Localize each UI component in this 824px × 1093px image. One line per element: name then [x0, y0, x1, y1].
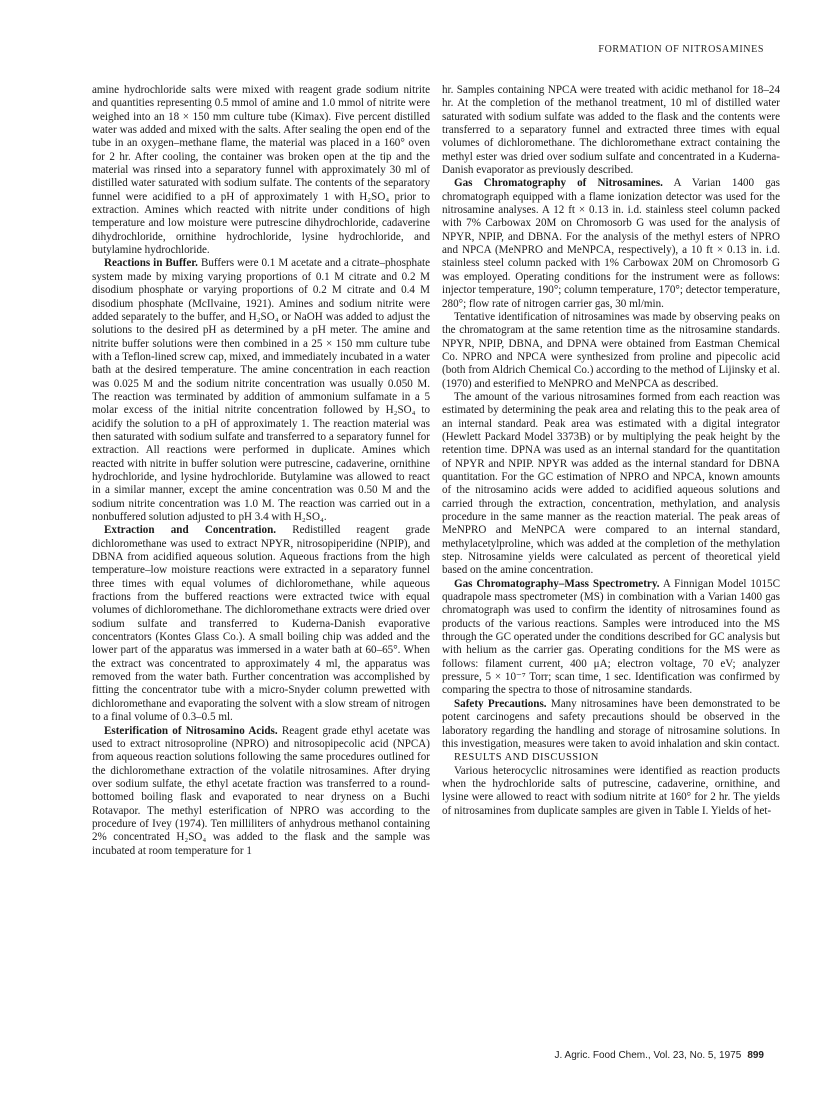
paragraph: [442, 177, 780, 310]
paragraph: [442, 765, 780, 818]
paragraph: [92, 725, 430, 858]
section-heading: Reactions in Buffer.: [104, 257, 198, 270]
section-heading: Safety Precautions.: [454, 697, 547, 710]
paragraph-text: A Finnigan Model 1015C quadrapole mass spectrometer (MS) in combination with a Varian 1400 gas chromatograph was used to confirm the identity of nitrosamines found as products of the various reactions. Samples were introduced into the MS through the GC operated under the conditions described for GC analysis but with helium as the carrier gas. Operating conditions for the MS were as follows: filament current, 400 μA; electron voltage, 70 eV; analyzer pressure, 5 × 10⁻⁷ Torr; scan time, 1 sec. Identification was confirmed by comparing the spectra to those of nitrosamine standards.: [442, 577, 780, 697]
paragraph: [442, 578, 780, 698]
paragraph: [442, 311, 780, 391]
section-heading: Gas Chromatography–Mass Spectrometry.: [454, 577, 660, 590]
paragraph-text: Redistilled reagent grade dichloromethane was used to extract NPYR, nitrosopiperidine (NPIP), and DBNA from acidified aqueous solution. Aqueous fractions from the high temperature–low moisture reactions were extracted in a separatory funnel three times with equal volumes of dichloromethane, while aqueous fractions from the buffered reactions were extracted twice with equal volumes of dichloromethane. The dichloromethane extracts were dried over sodium sulfate and transferred to Kuderna-Danish evaporative concentrators (Kontes Glass Co.). A small boiling chip was added and the lower part of the apparatus was immersed in a water bath at 60–65°. When the extract was concentrated to approximately 4 ml, the apparatus was removed from the water bath. Further concentration was accomplished by fitting the concentrator tube with a micro-Snyder column prewetted with dichloromethane and evaporating the solvent with a slow stream of nitrogen to a final volume of 0.3–0.5 ml.: [92, 524, 430, 724]
running-head: FORMATION OF NITROSAMINES: [598, 44, 764, 55]
page-number: 899: [747, 1050, 764, 1061]
paragraph-text: amine hydrochloride salts were mixed with reagent grade sodium nitrite and quantities representing 0.5 mmol of amine and 1.0 mmol of nitrite were weighed into an 18 × 150 mm culture tube (Kimax). Five percent distilled water was added and mixed with the salts. After sealing the open end of the tube in an oxygen–methane flame, the material was placed in a 160° oven for 2 hr. After cooling, the container was broken open at the tip and the material was rinsed into a separatory funnel with approximately 30 ml of distilled water saturated with sodium sulfate. The contents of the separatory funnel were acidified to a pH of approximately 1 with H₂SO₄ prior to extraction. Amines which reacted with nitrite under conditions of high temperature and low moisture were putrescine dihydrochloride, cadaverine dihydrochloride, ornithine hydrochloride, lysine hydrochloride, and butylamine hydrochloride.: [92, 84, 430, 257]
left-column: [92, 84, 430, 858]
section-heading: Extraction and Concentration.: [104, 524, 277, 537]
paragraph: [92, 524, 430, 724]
journal-citation: J. Agric. Food Chem., Vol. 23, No. 5, 1975: [554, 1050, 742, 1061]
paragraph-text: The amount of the various nitrosamines formed from each reaction was estimated by determining the peak area and relating this to the peak area of an internal standard. Peak area was estimated with a digital integrator (Hewlett Packard Model 3373B) or by multiplying the peak height by the retention time. DPNA was used as an internal standard for the quantitation of NPYR and NPIP. NPYR was added as the internal standard for DBNA quantitation. For the GC estimation of NPRO and NPCA, known amounts of the nitrosamino acids were added to acidified aqueous solutions and carried through the extraction, concentration, methylation, and analysis procedure in the same manner as the reaction material. The peak areas of MeNPRO and MeNPCA were compared to an internal standard, methylacetylproline, which was added at the completion of the methylation step. Nitrosamine yields were calculated as percent of theoretical yield based on the amine concentration.: [442, 390, 780, 577]
page-footer: [555, 1050, 764, 1061]
paragraph: [442, 84, 780, 177]
paragraph-text: Many nitrosamines have been demonstrated to be potent carcinogens and safety precautions should be observed in the laboratory regarding the handling and storage of nitrosamine solutions. In this investigation, measures were taken to avoid inhalation and skin contact.: [442, 697, 780, 750]
paragraph-text: Buffers were 0.1 M acetate and a citrate–phosphate system made by mixing varying proportions of 0.1 M citrate and 0.2 M disodium phosphate or varying proportions of 0.2 M citrate and 0.4 M disodium phosphate (McIlvaine, 1921). Amines and sodium nitrite were added separately to the buffer, and H₂SO₄ or NaOH was added to adjust the solutions to the desired pH as determined by a pH meter. The amine and nitrite buffer solutions were then combined in a 25 × 150 mm culture tube with a Teflon-lined screw cap, mixed, and immediately incubated in a water bath at the desired temperature. The amine concentration in each reaction was 0.025 M and the sodium nitrite concentration was usually 0.050 M. The reaction was terminated by addition of ammonium sulfamate in a 5 molar excess of the initial nitrite concentration followed by H₂SO₄ to acidify the solution to a pH of approximately 1. The reaction material was then saturated with sodium sulfate and transferred to a separatory funnel for extraction. All reactions were performed in duplicate. Amines which reacted with nitrite in buffer solution were putrescine, cadaverine, ornithine hydrochloride, and lysine hydrochloride. Butylamine was allowed to react in a similar manner, except the amine concentration was 0.50 M and the sodium nitrite concentration was 1.0 M. The reaction was carried out in a nonbuffered solution adjusted to pH 3.4 with H₂SO₄.: [92, 257, 430, 523]
paragraph: [92, 84, 430, 257]
section-heading: Gas Chromatography of Nitrosamines.: [454, 177, 663, 190]
paragraph-text: Tentative identification of nitrosamines was made by observing peaks on the chromatogram at the same retention time as the nitrosamine standards. NPYR, NPIP, DBNA, and DPNA were obtained from Eastman Chemical Co. NPRO and NPCA were synthesized from proline and pipecolic acid (both from Aldrich Chemical Co.) according to the method of Lijinsky et al. (1970) and esterified to MeNPRO and MeNPCA as described.: [442, 310, 780, 390]
paragraph-text: A Varian 1400 gas chromatograph equipped with a flame ionization detector was used for the nitrosamine analyses. A 12 ft × 0.13 in. i.d. stainless steel column packed with 7% Carbowax 20M on Chromosorb G was used for the analysis of NPYR, NPIP, and DBNA. For the analysis of the methyl esters of NPRO and NPCA (MeNPRO and MeNPCA, respectively), a 10 ft × 0.13 in. i.d. stainless steel column packed with 1% Carbowax 20M on Chromosorb G was employed. Operating conditions for the instrument were as follows: injector temperature, 190°; column temperature, 170°; detector temperature, 280°; flow rate of nitrogen carrier gas, 30 ml/min.: [442, 177, 781, 310]
right-column: [442, 84, 780, 818]
paragraph-text: Various heterocyclic nitrosamines were identified as reaction products when the hydrochloride salts of putrescine, cadaverine, ornithine, and lysine were allowed to react with sodium nitrite at 160° for 2 hr. The yields of nitrosamines from duplicate samples are given in Table I. Yields of het-: [442, 764, 780, 817]
results-section-title: RESULTS AND DISCUSSION: [454, 752, 599, 764]
section-heading: Esterification of Nitrosamino Acids.: [104, 724, 278, 737]
paragraph: [442, 391, 780, 578]
paragraph: [442, 698, 780, 751]
paragraph-text: hr. Samples containing NPCA were treated with acidic methanol for 18–24 hr. At the completion of the methanol treatment, 10 ml of distilled water saturated with sodium sulfate was added to the flask and the contents were transferred to a separatory funnel and extracted three times with equal volumes of dichloromethane. The dichloromethane extract containing the methyl ester was dried over sodium sulfate and concentrated in a Kuderna-Danish evaporator as previously described.: [442, 84, 780, 177]
paragraph: [92, 257, 430, 524]
paragraph-text: Reagent grade ethyl acetate was used to extract nitrosoproline (NPRO) and nitrosopipecolic acid (NPCA) from aqueous reaction solutions following the same procedures outlined for the dichloromethane extraction of the volatile nitrosamines. After drying over sodium sulfate, the ethyl acetate fraction was transferred to a round-bottomed boiling flask and evaporated to near dryness on a Buchi Rotavapor. The methyl esterification of NPRO was according to the procedure of Ivey (1974). Ten milliliters of anhydrous methanol containing 2% concentrated H₂SO₄ was added to the flask and the sample was incubated at room temperature for 1: [92, 724, 430, 857]
